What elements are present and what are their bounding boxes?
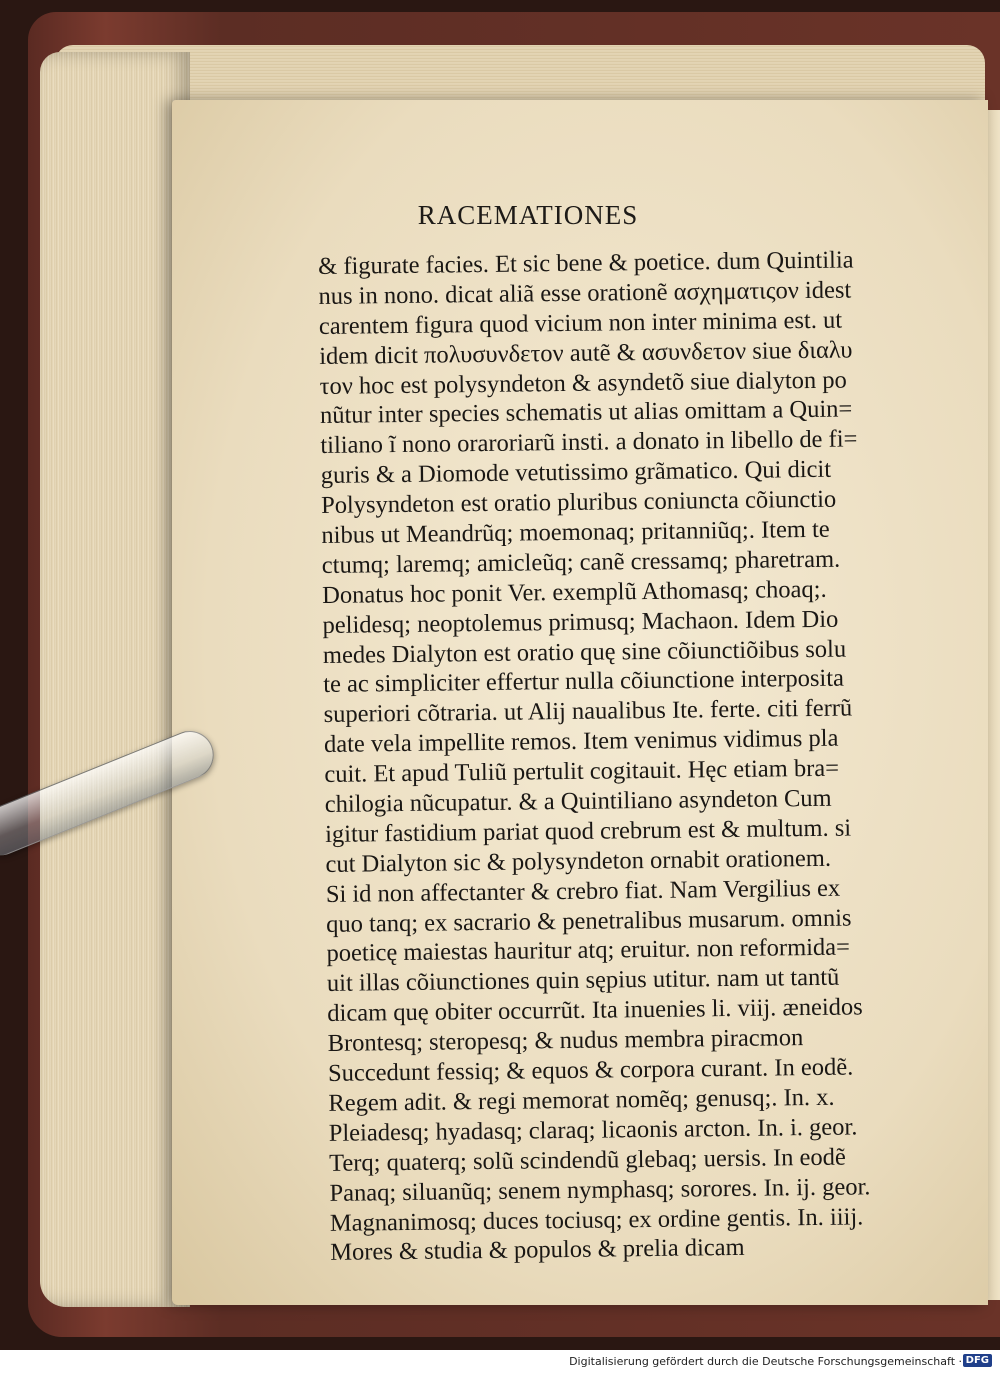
text-line: cuit. Et apud Tuliũ pertulit cogitauit. Hęc etiam bra= [324,754,840,789]
text-line: nũtur inter species schematis ut alias omittam a Quin= [319,395,853,430]
text-line: guris & a Diomode vetutissimo grãmatico. Qui dicit [320,455,832,490]
text-line: igitur fastidium pariat quod crebrum est & multum. si [324,814,852,848]
text-line: tiliano ĩ nono oraroriarũ insti. a donato in libello de fi= [320,425,858,460]
text-line: nus in nono. dicat aliã esse orationẽ ασχηματιςον idest [318,276,852,310]
text-line: superiori cõtraria. ut Alij naualibus Ite. ferte. citi ferrũ [323,694,853,729]
page-running-header: RACEMATIONES [417,200,639,230]
text-line: idem dicit πολυσυνδετον autẽ & ασυνδετον siue διαλυ [319,336,853,370]
text-line: nibus ut Meandrũq; moemonaq; pritanniũq;. Item te [321,515,830,549]
footer-bar [0,1350,1000,1374]
text-line: pelidesq; neoptolemus primusq; Machaon. Idem Dio [322,605,839,639]
text-line: cut Dialyton sic & polysyndeton ornabit orationem. [325,844,832,878]
text-line: chilogia nũcupatur. & a Quintiliano asyndeton Cum [324,784,832,818]
text-line: dicam quę obiter occurrũt. Ita inuenies li. viij. æneidos [327,993,863,1028]
text-line: Terq; quaterq; solũ scindendũ glebaq; uersis. In eodẽ [328,1143,846,1177]
text-line: te ac simpliciter effertur nulla cõiunctione interposita [323,665,845,699]
text-line: Mores & studia & populos & prelia dicam [330,1234,745,1267]
text-line: uit illas cõiunctiones quin sępius utitur. nam ut tantũ [326,964,840,998]
text-line: poeticę maiestas hauritur atq; eruitur. non reformida= [326,934,851,968]
text-line: date vela impellite remos. Item venimus vidimus pla [323,724,839,759]
text-line: Donatus hoc ponit Ver. exemplũ Athomasq; choaq;. [322,575,827,609]
text-line: Brontesq; steropesq; & nudus membra piracmon [327,1024,804,1058]
text-line: & figurate facies. Et sic bene & poetice. dum Quintilia [318,246,854,280]
text-line: Polysyndeton est oratio pluribus coniuncta cõiunctio [320,485,837,520]
page-edges-left [40,52,190,1307]
text-line: Succedunt fessiq; & equos & corpora curant. In eodẽ. [327,1053,854,1087]
text-line: medes Dialyton est oratio quę sine cõiunctiõibus solu [322,635,847,669]
text-line: carentem figura quod vicium non inter minima est. ut [318,306,843,340]
text-line: Pleiadesq; hyadasq; claraq; licaonis arcton. In. i. geor. [328,1113,858,1147]
text-line: τον hoc est polysyndeton & asyndetõ siue dialyton po [319,366,847,400]
footer-credit: Digitalisierung gefördert durch die Deutsche Forschungsgemeinschaft · [569,1355,962,1368]
dfg-logo: DFG [963,1354,992,1367]
text-line: quo tanq; ex sacrario & penetralibus musarum. omnis [326,904,852,938]
text-line: Magnanimosq; duces tociusq; ex ordine gentis. In. iiij. [329,1202,864,1237]
text-line: ctumq; laremq; amicleũq; canẽ cressamq; pharetram. [321,545,841,579]
text-line: Regem adit. & regi memorat nomẽq; genusq;. In. x. [328,1083,835,1117]
page-text-block [318,245,920,1268]
text-line: Panaq; siluanũq; senem nymphasq; sorores. In. ij. geor. [329,1172,871,1207]
text-line: Si id non affectanter & crebro fiat. Nam Vergilius ex [325,874,841,908]
